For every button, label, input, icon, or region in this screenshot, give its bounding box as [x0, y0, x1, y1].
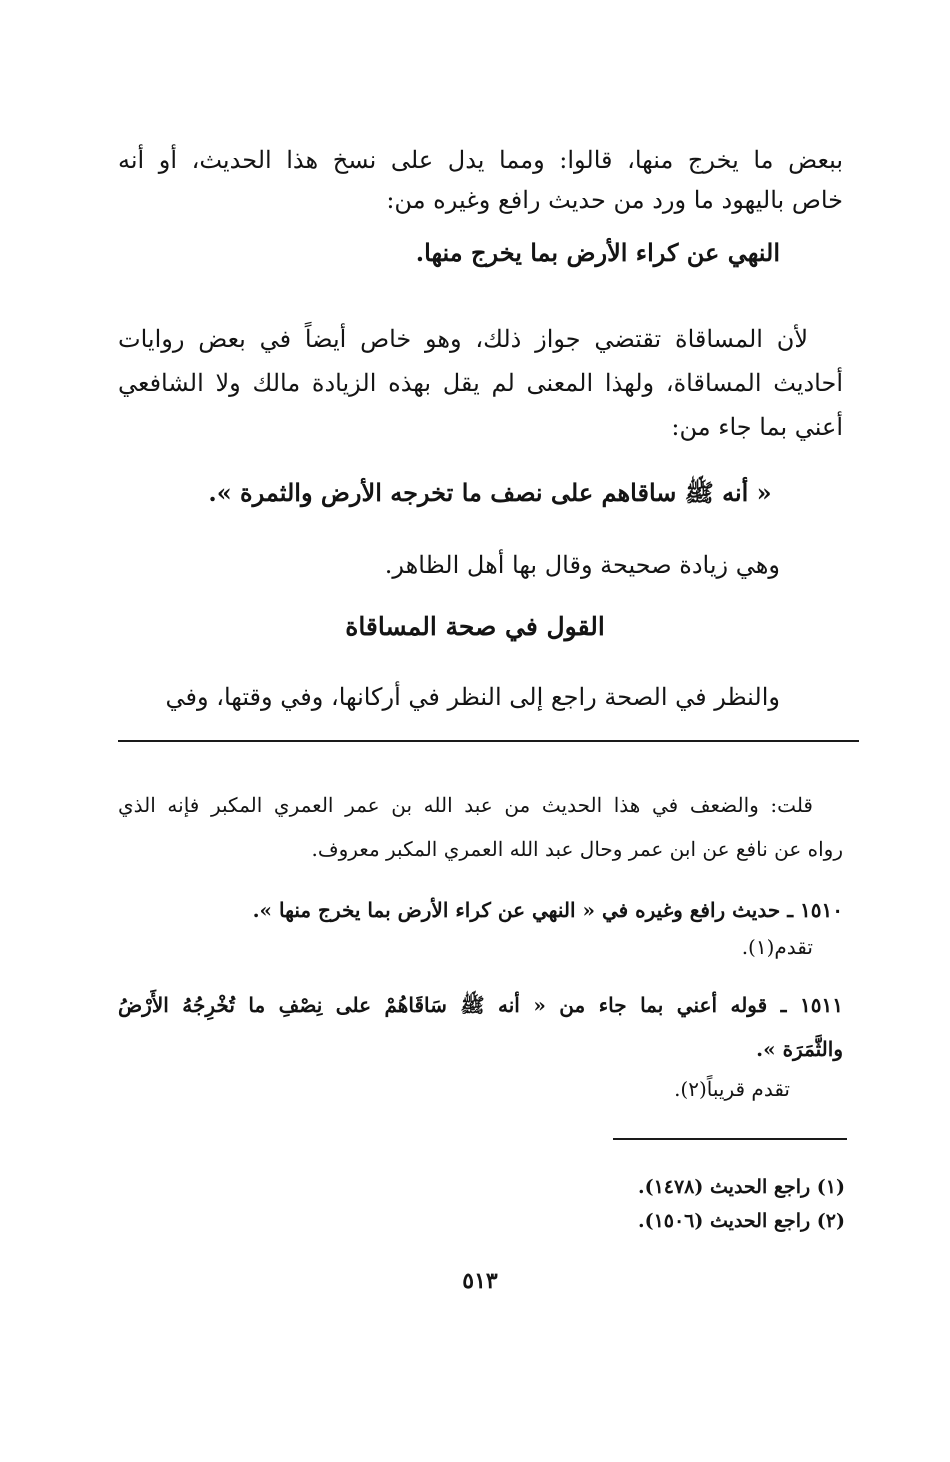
quoted-hadith-1: النهي عن كراء الأرض بما يخرج منها.	[415, 238, 780, 267]
page-number: ٥١٣	[462, 1268, 498, 1294]
commentary-item-1511-line-1: ١٥١١ ـ قوله أعني بما جاء من « أنه ﷺ سَاقَاهُمْ على نِصْفِ ما تُخْرِجُهُ الأَرْضُ	[118, 993, 843, 1017]
paragraph-2-line-3: أعني بما جاء من:	[671, 413, 843, 441]
commentary-item-1510-note: تقدم(١).	[741, 935, 813, 959]
quoted-hadith-2: « أنه ﷺ ساقاهم على نصف ما تخرجه الأرض والثمرة ».	[208, 478, 772, 507]
section-heading: القول في صحة المساقاة	[345, 612, 605, 641]
commentary-line-2: رواه عن نافع عن ابن عمر وحال عبد الله العمري المكبر معروف.	[311, 837, 843, 861]
commentary-line-1: قلت: والضعف في هذا الحديث من عبد الله بن عمر العمري المكبر فإنه الذي	[118, 793, 813, 817]
paragraph-1-line-1: ببعض ما يخرج منها، قالوا: ومما يدل على نسخ هذا الحديث، أو أنه	[118, 146, 843, 174]
commentary-item-1510-title: ١٥١٠ ـ حديث رافع وغيره في « النهي عن كراء الأرض بما يخرج منها ».	[252, 898, 843, 922]
main-text-separator	[118, 740, 859, 742]
commentary-item-1511-line-2: والثَّمَرَة ».	[756, 1037, 843, 1061]
paragraph-2-line-2: أحاديث المساقاة، ولهذا المعنى لم يقل بهذه الزيادة مالك ولا الشافعي	[118, 369, 843, 397]
paragraph-1-line-2: خاص باليهود ما ورد من حديث رافع وغيره من:	[386, 186, 843, 214]
commentary-item-1511-note: تقدم قريباً(٢).	[674, 1077, 790, 1101]
paragraph-4: والنظر في الصحة راجع إلى النظر في أركانها، وفي وقتها، وفي	[165, 683, 780, 711]
footnote-1: (١) راجع الحديث (١٤٧٨).	[637, 1176, 845, 1198]
footnote-2: (٢) راجع الحديث (١٥٠٦).	[637, 1210, 845, 1232]
paragraph-3: وهي زيادة صحيحة وقال بها أهل الظاهر.	[384, 551, 780, 579]
footnote-separator	[613, 1138, 847, 1140]
paragraph-2-line-1: لأن المساقاة تقتضي جواز ذلك، وهو خاص أيضاً في بعض روايات	[118, 325, 808, 353]
